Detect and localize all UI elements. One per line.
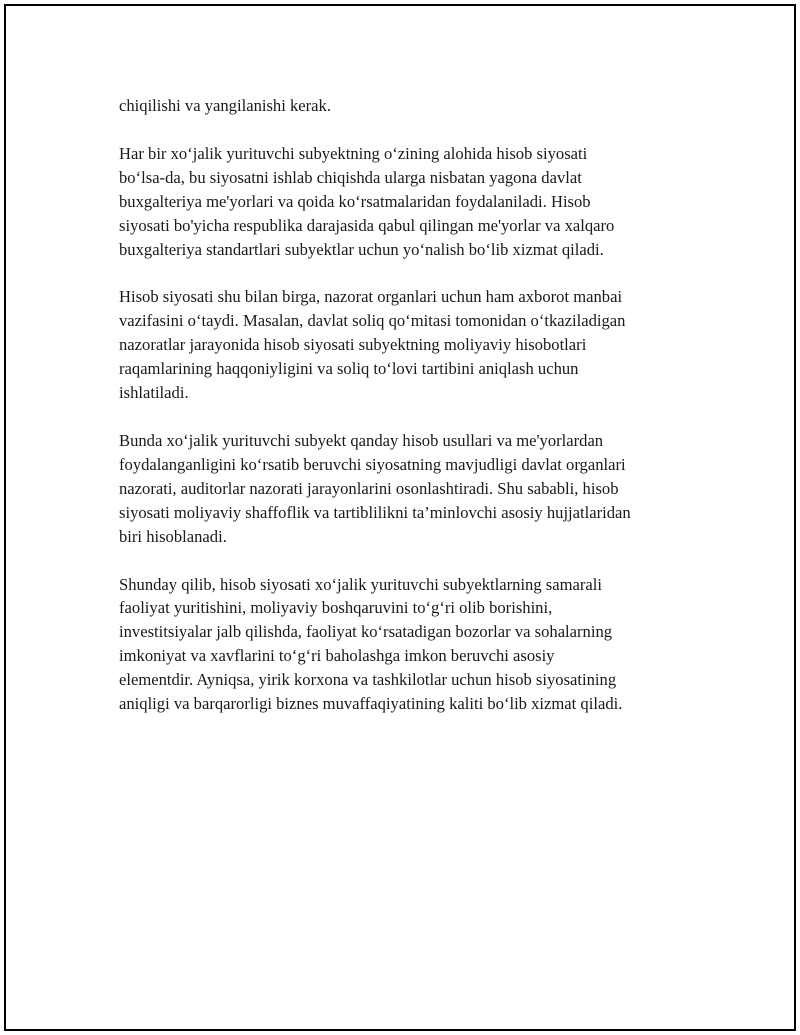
paragraph-1: [119, 94, 709, 118]
text-line: nazoratlar jarayonida hisob siyosati subyektning moliyaviy hisobotlari: [119, 335, 587, 355]
paragraph-3: [119, 285, 709, 405]
text-line: Bunda xo‘jalik yurituvchi subyekt qanday hisob usullari va me'yorlardan: [119, 430, 604, 450]
text-line: ishlatiladi.: [119, 383, 189, 403]
paragraph-2: [119, 142, 709, 262]
text-line: siyosati bo'yicha respublika darajasida qabul qilingan me'yorlar va xalqaro: [119, 215, 615, 235]
text-line: biri hisoblanadi.: [119, 526, 227, 546]
text-line: chiqilishi va yangilanishi kerak.: [119, 96, 331, 115]
text-line: Har bir xo‘jalik yurituvchi subyektning o‘zining alohida hisob siyosati: [119, 143, 588, 163]
page-frame: [4, 4, 796, 1031]
text-line: elementdir. Ayniqsa, yirik korxona va tashkilotlar uchun hisob siyosatining: [119, 670, 617, 690]
text-line: buxgalteriya me'yorlari va qoida ko‘rsatmalaridan foydalaniladi. Hisob: [119, 191, 591, 211]
text-line: foydalanganligini ko‘rsatib beruvchi siyosatning mavjudligi davlat organlari: [119, 454, 626, 474]
text-line: faoliyat yuritishini, moliyaviy boshqaruvini to‘g‘ri olib borishini,: [119, 598, 553, 618]
paragraph-4: [119, 429, 709, 549]
text-line: aniqligi va barqarorligi biznes muvaffaqiyatining kaliti bo‘lib xizmat qiladi.: [119, 694, 623, 714]
text-line: buxgalteriya standartlari subyektlar uchun yo‘nalish bo‘lib xizmat qiladi.: [119, 239, 604, 259]
text-line: imkoniyat va xavflarini to‘g‘ri baholashga imkon beruvchi asosiy: [119, 646, 555, 666]
text-line: bo‘lsa-da, bu siyosatni ishlab chiqishda ularga nisbatan yagona davlat: [119, 167, 582, 187]
text-line: vazifasini o‘taydi. Masalan, davlat soliq qo‘mitasi tomonidan o‘tkaziladigan: [119, 311, 626, 331]
paragraph-5: [119, 573, 709, 716]
text-line: raqamlarining haqqoniyligini va soliq to‘lovi tartibini aniqlash uchun: [119, 359, 579, 379]
text-line: nazorati, auditorlar nazorati jarayonlarini osonlashtiradi. Shu sababli, hisob: [119, 478, 619, 498]
text-line: Hisob siyosati shu bilan birga, nazorat organlari uchun ham axborot manbai: [119, 287, 623, 307]
text-line: Shunday qilib, hisob siyosati xo‘jalik yurituvchi subyektlarning samarali: [119, 574, 603, 594]
document-body: [119, 94, 709, 740]
text-line: investitsiyalar jalb qilishda, faoliyat ko‘rsatadigan bozorlar va sohalarning: [119, 622, 613, 642]
text-line: siyosati moliyaviy shaffoflik va tartiblilikni ta’minlovchi asosiy hujjatlaridan: [119, 502, 631, 522]
